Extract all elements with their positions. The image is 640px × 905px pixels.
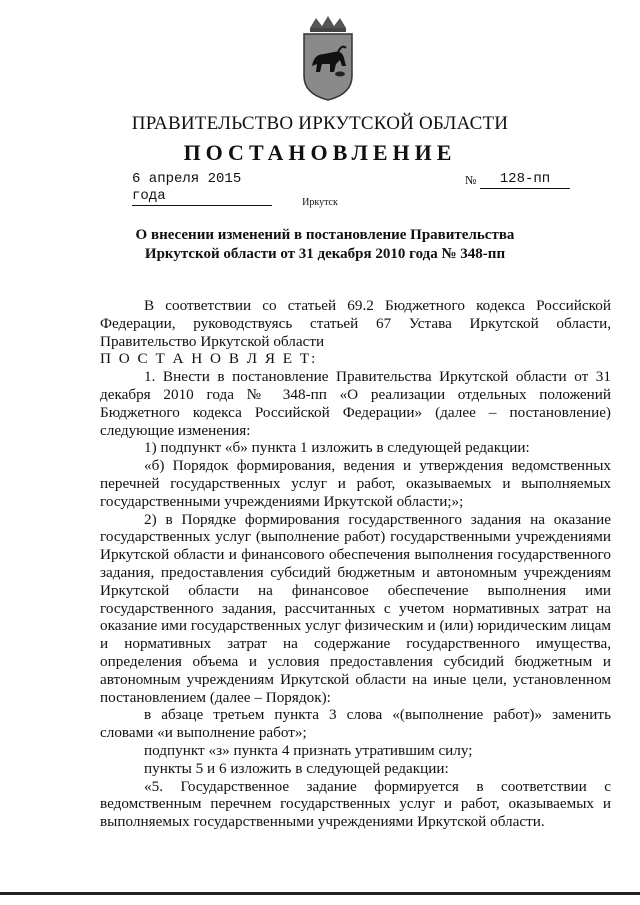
document-title: О внесении изменений в постановление Правительства Иркутской области от 31 декабря 2010 года № 348-пп xyxy=(135,227,515,262)
document-body xyxy=(100,297,611,831)
document-date: 6 апреля 2015 года xyxy=(132,171,272,206)
body-paragraph: «б) Порядок формирования, ведения и утверждения ведомственных перечней государственных услуг и работ, оказываемых и выполняемых государственными учреждениями Иркутской области;»; xyxy=(100,457,611,510)
body-paragraph: пункты 5 и 6 изложить в следующей редакции: xyxy=(144,759,449,777)
city-name: Иркутск xyxy=(302,197,338,208)
document-type: ПОСТАНОВЛЕНИЕ xyxy=(183,140,457,165)
number-label: № xyxy=(465,173,477,187)
body-paragraph: 2) в Порядке формирования государственного задания на оказание государственных услуг (выполнение работ) государственными учреждениями Иркутской области и финансового обеспечения выполнения государственного задания, предоставления субсидий бюджетным и автономным учреждениям Иркутской области на финансовое обеспечение выполнения ими государственного задания, рассчитанных с учетом нормативных затрат на оказание ими государственных услуг физическим и (или) юридическим лицам и нормативных затрат на содержание государственного имущества, определения объема и условия предоставления субсидий бюджетным и автономным учреждениям Иркутской области на иные цели, установленном постановлением (далее – Порядок): xyxy=(100,510,611,706)
body-paragraph: «5. Государственное задание формируется в соответствии с ведомственным перечнем государственных услуг и работ, оказываемых и выполняемых государственными учреждениями Иркутской области. xyxy=(100,777,611,831)
body-paragraph: подпункт «з» пункта 4 признать утратившим силу; xyxy=(144,741,473,759)
body-paragraph: 1) подпункт «б» пункта 1 изложить в следующей редакции: xyxy=(144,439,530,457)
organization-name: ПРАВИТЕЛЬСТВО ИРКУТСКОЙ ОБЛАСТИ xyxy=(131,113,509,134)
coat-of-arms-emblem xyxy=(300,14,356,102)
document-number: 128-пп xyxy=(480,171,570,189)
resolves-heading: П О С Т А Н О В Л Я Е Т: xyxy=(100,350,318,368)
scan-edge-line xyxy=(0,892,640,895)
body-paragraph: в абзаце третьем пункта 3 слова «(выполнение работ)» заменить словами «и выполнение работ»; xyxy=(100,706,611,742)
body-paragraph: 1. Внести в постановление Правительства Иркутской области от 31 декабря 2010 года № 348-пп «О реализации отдельных положений Бюджетного кодекса Российской Федерации» (далее – постановление) следующие изменения: xyxy=(100,368,611,439)
body-paragraph: В соответствии со статьей 69.2 Бюджетного кодекса Российской Федерации, руководствуясь статьей 67 Устава Иркутской области, Правительство Иркутской области xyxy=(100,297,611,350)
